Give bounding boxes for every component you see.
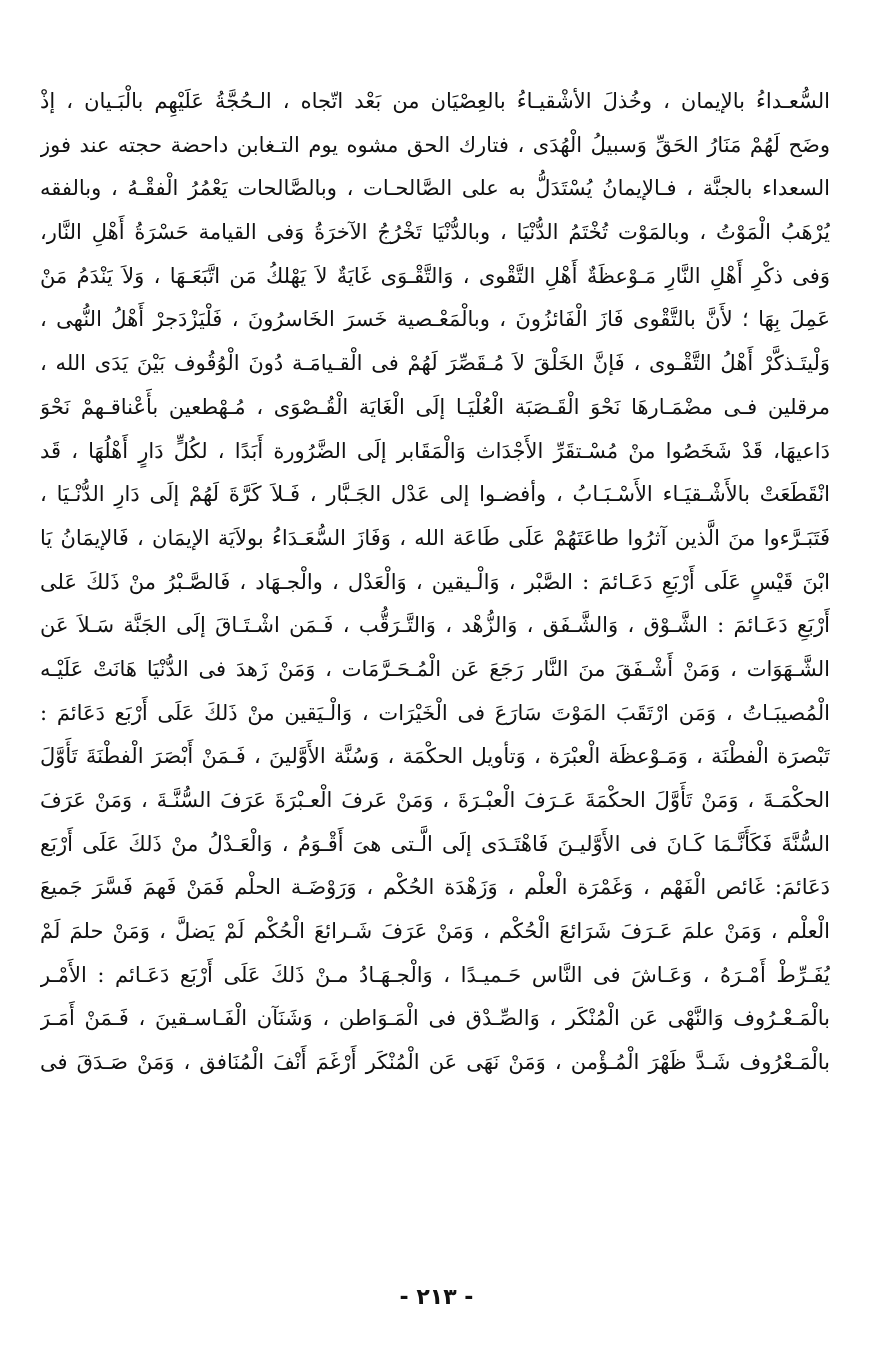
text-line: الْمُصيبَـاتُ ، وَمَن ارْتَقَبَ المَوْتَ سَارَعَ فى الْخَيْرَات ، وَالْـيَقين منْ ذَلكَ عَلَى أَرْبَع دَعَائمَ : bbox=[40, 700, 830, 725]
page-number: - ٢١٣ - bbox=[399, 1285, 474, 1310]
text-line: السُّنَّةَ فَكَأَنَّـمَا كَـانَ فى الأَوَّليـنَ فَاهْتَـدَى إلَى الَّـتى هىَ أَقْـوَمُ ، وَالْعَـدْلُ منْ ذَلكَ عَلَى أَرْبَع bbox=[40, 831, 830, 856]
text-line: الشَّـهَوَات ، وَمَنْ أَشْـفَقَ منَ النَّار رَجَعَ عَن الْمُـحَـرَّمَات ، وَمَنْ زَهدَ فى الدُّنْيَا هَانَتْ عَلَيْـه bbox=[40, 656, 830, 681]
text-line: فَتَبَـرَّءوا منَ الَّذين آثرُوا طاعَتَهُمْ عَلَى طَاعَة الله ، وَفَازَ السُّعَـدَاءُ بولاَيَة الإيمَان ، فَالإيمَانُ يَا bbox=[40, 525, 830, 550]
text-line: وَفى ذكْرِ أَهْلِ النَّارِ مَـوْعظَةٌ أَهْلِ التَّقْوى ، وَالتَّقْـوَى غَايَةٌ لاَ يَهْلكُ مَن اتَّبَعَـهَا ، وَلاَ يَنْدَمُ مَنْ bbox=[40, 263, 830, 288]
text-line: عَمِلَ بِهَا ؛ لأَنَّ بالتَّقْوى فَازَ الْفَائزُونَ ، وبالْمَعْـصية خَسرَ الخَاسرُونَ ، فَلْيَزْدَجرْ أَهْلُ النُّهى ، bbox=[40, 307, 830, 332]
text-line: يُرْهَبُ الْمَوْتُ ، وبالمَوْت تُخْتَمُ الدُّنْيَا ، وبالدُّنْيَا تَخْرُجُ الآخرَةُ وَفى القيامة حَسْرَةُ أَهْلِ النَّار، bbox=[40, 220, 830, 245]
text-line: دَعَائمَ: غَائص الْفَهْم ، وَغَمْرَة الْعلْم ، وَزَهْدَة الحُكْم ، وَرَوْضَـة الحلْم فَمَنْ فَهمَ فَسَّرَ جَميعَ bbox=[40, 875, 830, 900]
body-text bbox=[40, 80, 830, 1085]
text-line: أَرْبَعِ دَعَـائمَ : الشَّـوْق ، وَالشَّـفَق ، وَالزُّهْد ، وَالتَّـرَقُّب ، فَـمَن اشْـتَـاقَ إلَى الجَنَّة سَـلاَ عَن bbox=[40, 613, 830, 638]
text-line: السُّعـداءُ بالإيمان ، وخُذلَ الأشْقيـاءُ بالعِصْيَان من بَعْد اتّجاه ، الـحُجَّةُ عَلَيْهِم بالْبَـيان ، إذْ bbox=[40, 89, 830, 113]
text-line: الْعلْم ، وَمَنْ علمَ عَـرَفَ شَرَائعَ الْحُكْم ، وَمَنْ عَرَفَ شَـرائعَ الْحُكْم لَمْ يَضلَّ ، وَمَنْ حلمَ لَمْ bbox=[40, 919, 830, 944]
text-line: تَبْصرَة الْفطْنَة ، وَمَـوْعظَة الْعبْرَة ، وَتأويل الحكْمَة ، وَسُنَّة الأَوَّلينَ ، فَـمَنْ أَبْصَرَ الْفطْنَةَ تَأَوَّلَ bbox=[40, 744, 830, 769]
text-line: وَلْيتَـذكَّرْ أَهْلُ التَّقْـوى ، فَإنَّ الخَلْقَ لاَ مُـقَصِّرَ لَهُمْ فى الْقـيامَـة دُونَ الْوُقُوف بَيْنَ يَدَى الله ، bbox=[40, 351, 830, 376]
text-line: وضَح لَهُمْ مَنَارُ الحَقِّ وَسبيلُ الْهُدَى ، فتارك الحق مشوه يوم التـغابن داحضة حجته عند فوز bbox=[40, 132, 830, 157]
text-line: بالْمَـعْـرُوف وَالنَّهْى عَن الْمُنْكَر ، وَالصِّـدْق فى الْمَـوَاطن ، وَشَنَآن الْفَـاسـقينَ ، فَـمَنْ أَمَـرَ bbox=[40, 1006, 830, 1031]
text-line: بالْمَـعْرُوف شَـدَّ ظَهْرَ الْمُـؤْمن ، وَمَنْ نَهَى عَن الْمُنْكَر أَرْغَمَ أَنْفَ الْمُنَافق ، وَمَنْ صَـدَقَ فى bbox=[40, 1050, 830, 1075]
text-line: ابْنَ قَيْسٍ عَلَى أَرْبَعِ دَعَـائمَ : الصَّبْر ، وَالْـيقين ، وَالْعَدْل ، والْجـهَاد ، فَالصَّـبْرُ منْ ذَلكَ عَلى bbox=[40, 569, 830, 594]
text-line: دَاعيهَا، قَدْ شَخَصُوا منْ مُسْـتقَرِّ الأَجْدَاث وَالْمَقَابر إلَى الضَّرُورة أَبَدًا ، لكُلٍّ دَارٍ أَهْلُهَا ، قَد bbox=[40, 438, 830, 463]
text-line: مرقلين فـى مضْمَـارهَا نَحْوَ الْقَـصَبَة الْعُلْيَـا إلَى الْغَايَة الْقُـصْوَى ، مُـهْطعين بأَعْناقـهمْ نَحْوَ bbox=[40, 394, 830, 419]
document-page bbox=[40, 80, 830, 1310]
text-line: السعداء بالجنَّة ، فـالإيمانُ يُسْتَدَلُّ به على الصَّالحـات ، وبالصَّالحات يَعْمُرُ الْفقْـهُ ، وبالفقه bbox=[40, 176, 830, 201]
text-line: انْقَطَعَتْ بالأَشْـقيَـاء الأَسْـبَـابُ ، وأفضـوا إلى عَدْل الجَـبَّار ، فَـلاَ كَرَّةَ لَهُمْ إلَى دَارِ الدُّنْـيَا ، bbox=[40, 482, 830, 507]
text-line: يُفَـرِّطْ أَمْـرَهُ ، وَعَـاشَ فى النَّاس حَـميـدًا ، وَالْجـهَـادُ مـنْ ذَلكَ عَلَى أَرْبَع دَعَـائم : الأَمْـر bbox=[40, 962, 830, 987]
text-line: الحكْمَـةَ ، وَمَنْ تَأَوَّلَ الحكْمَةَ عَـرَفَ الْعبْـرَةَ ، وَمَنْ عَرفَ الْعـبْرَةَ عَرَفَ السُّنَّـةَ ، وَمَنْ عَرَفَ bbox=[40, 788, 830, 812]
